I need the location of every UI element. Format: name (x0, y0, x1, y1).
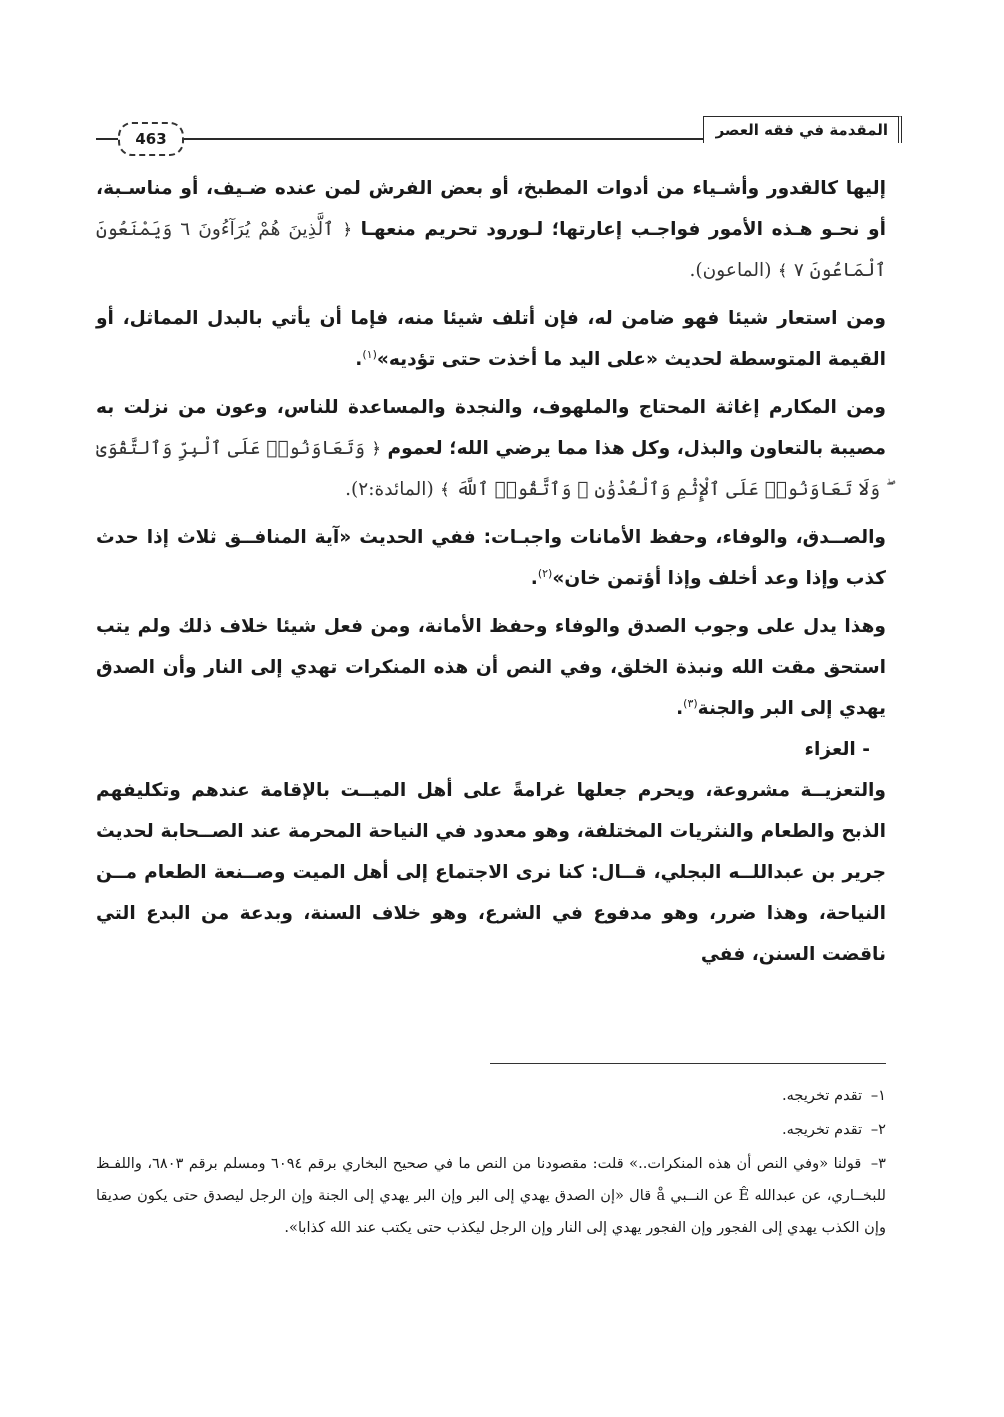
paragraph-honesty (96, 517, 886, 599)
surah-citation: (الماعون). (689, 260, 772, 281)
footnote-text: تقدم تخريجه. (781, 1087, 863, 1104)
paragraph-text: والتعزيــة مشروعة، ويحرم جعلها غرامةً على أهل الميــت بالإقامة عندهم وتكليفهم الذبح والطعام والنثريات المختلفة، وهو معدود في النياحة المحرمة عند الصــحابة لحديث جرير بن عبداللــه البجلي، قــال: كنا نرى الاجتماع إلى أهل الميت وصــنعة الطعام مــن النياحة، وهذا ضرر، وهو مدفوع في الشرع، وهو خلاف السنة، وبدعة من البدع التي ناقضت السنن، ففي (96, 780, 886, 965)
footnote-text: قولنا «وفي النص أن هذه المنكرات..» قلت: مقصودنا من النص ما في صحيح البخاري برقم ٦٠٩٤ ومسلم برقم ٦٨٠٣، واللفـظ للبخــاري، عن عبدالله Ê عن النــبي å قال «إن الصدق يهدي إلى البر وإن البر يهدي إلى الجنة وإن الرجل ليصدق حتى يكون صديقا وإن الكذب يهدي إلى الفجور وإن الفجور يهدي إلى النار وإن الرجل ليكذب حتى يكتب عند الله كذابا». (96, 1155, 887, 1236)
paragraph-lead: والصــدق، والوفاء، وحفظ الأمانات واجبـات: (483, 527, 886, 548)
quran-close-bracket: ﴾ (440, 480, 450, 499)
footnote-number: ٢– (870, 1121, 886, 1138)
paragraph-lending (96, 168, 886, 291)
paragraph-truth (96, 606, 886, 729)
footnote (96, 1114, 886, 1146)
footnote-text: تقدم تخريجه. (781, 1121, 863, 1138)
footnotes (96, 1080, 886, 1246)
paragraph-text: ومن المكارم إغاثة المحتاج والملهوف، والنجدة والمساعدة للناس، وعون من نزلت به مصيبة بالتعاون والبذل، وكل هذا مما يرضي الله؛ لعموم (96, 397, 886, 459)
main-text (96, 168, 886, 975)
quran-open-bracket: ﴿ (342, 220, 352, 239)
paragraph-end: . (676, 698, 684, 719)
quran-close-bracket: ﴾ (777, 261, 788, 280)
paragraph-virtues (96, 387, 886, 510)
surah-citation: (المائدة:٢). (345, 479, 434, 500)
footnote-number: ١– (870, 1087, 886, 1104)
running-title: المقدمة في فقه العصر (703, 116, 902, 143)
paragraph-borrowing (96, 298, 886, 380)
quran-open-bracket: ﴿ (371, 439, 381, 458)
paragraph-text: وهذا يدل على وجوب الصدق والوفاء وحفظ الأمانة، ومن فعل شيئا خلاف ذلك ولم يتب استحق مقت الله ونبذة الخلق، وفي النص أن هذه المنكرات تهدي إلى النار وأن الصدق يهدي إلى البر والجنة (96, 616, 886, 719)
paragraph-end: . (355, 349, 363, 370)
paragraph-text: ففي الحديث «آية المنافــق ثلاث إذا حدث كذب وإذا وعد أخلف وإذا أؤتمن خان» (96, 527, 886, 589)
paragraph-condolence (96, 770, 886, 975)
quran-verse: ٱلَّذِينَ هُمْ يُرَآءُونَ ٦ وَيَمْنَعُونَ ٱلْمَاعُونَ ٧ (96, 219, 886, 281)
section-heading: - العزاء (804, 739, 870, 760)
footnote-separator (490, 1063, 886, 1064)
paragraph-end: . (530, 568, 538, 589)
page-number: 463 (118, 122, 184, 156)
quran-verse: وَتَعَاوَنُوا۟ عَلَى ٱلْبِرِّ وَٱلتَّقْوَىٰ ۖ وَلَا تَعَاوَنُوا۟ عَلَى ٱلْإِثْمِ وَٱلْعُدْوَٰنِ ۚ وَٱتَّقُوا۟ ٱللَّهَ (96, 438, 886, 500)
footnote (96, 1148, 886, 1244)
footnote-ref: (٣) (683, 696, 698, 710)
paragraph-text: ومن استعار شيئا فهو ضامن له، فإن أتلف شيئا منه، فإما أن يأتي بالبدل المماثل، أو القيمة المتوسطة لحديث «على اليد ما أخذت حتى تؤديه» (96, 308, 886, 370)
footnote (96, 1080, 886, 1112)
footnote-number: ٣– (870, 1155, 886, 1172)
footnote-ref: (١) (362, 347, 377, 361)
section-heading-condolence (96, 729, 886, 770)
footnote-ref: (٢) (537, 566, 553, 580)
paragraph-text: إليها كالقدور وأشـياء من أدوات المطبخ، أو بعض الفرش لمن عنده ضـيف، أو مناسـبة، أو نحـو هـذه الأمور فواجـب إعارتها؛ لـورود تحريم منعهـا (96, 178, 886, 240)
